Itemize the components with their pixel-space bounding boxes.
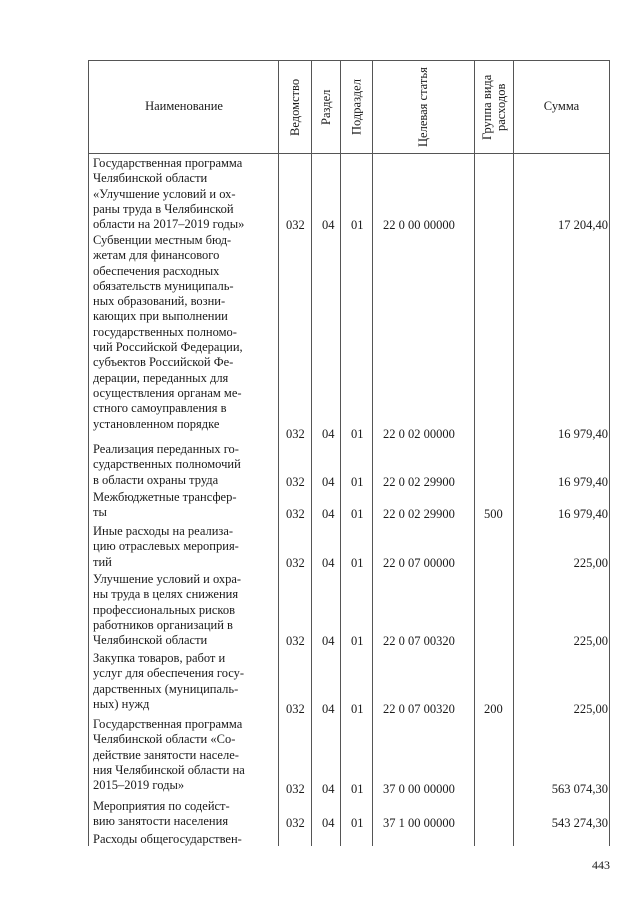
header-podrazdel: Подраздел [349,79,364,135]
col-border-left [88,60,89,846]
row-name-line: вию занятости населения [93,814,229,829]
row-celevaya: 22 0 02 29900 [383,475,455,489]
row-name [93,490,270,521]
header-vedomstvo: Ведомство [288,78,302,136]
row-summa: 225,00 [573,556,608,570]
row-name-line: дарственных (муниципаль- [93,681,239,696]
row-podrazdel: 01 [351,782,364,796]
row-podrazdel: 01 [351,507,364,521]
row-name-line: дерации, переданных для [93,370,229,385]
row-razdel: 04 [322,556,335,570]
row-name-line: цию отраслевых мероприя- [93,539,239,554]
row-summa: 17 204,40 [558,218,608,232]
row-name-line: ния Челябинской области на [93,762,245,777]
row-celevaya: 22 0 02 00000 [383,427,455,441]
row-name-line: сударственных полномочий [93,457,241,472]
row-summa: 16 979,40 [558,507,608,521]
col-border-4 [372,60,373,846]
row-name [93,524,270,570]
row-vedomstvo: 032 [286,475,305,489]
row-name-line: в области охраны труда [93,472,219,487]
col-border-right [609,60,610,846]
table-top-border [88,60,610,61]
row-name-line: субъектов Российской Фе- [93,355,234,370]
row-razdel: 04 [322,702,335,716]
col-border-6 [513,60,514,846]
row-celevaya: 22 0 02 29900 [383,507,455,521]
row-razdel: 04 [322,507,335,521]
row-name-line: Челябинской области [93,633,208,648]
row-celevaya: 22 0 07 00000 [383,556,455,570]
header-bottom-border [88,153,610,154]
row-name-line: жетам для финансового [93,248,220,263]
row-razdel: 04 [322,427,335,441]
row-name-line: Межбюджетные трансфер- [93,490,237,504]
row-name-line: Государственная программа [93,717,243,731]
row-name-line: установленном порядке [93,416,220,431]
header-celevaya: Целевая статья [416,67,430,147]
row-vedomstvo: 032 [286,218,305,232]
row-name-line: ных) нужд [93,696,150,711]
row-name-line: Иные расходы на реализа- [93,524,234,538]
row-name [93,233,270,432]
row-summa: 16 979,40 [558,475,608,489]
row-name-line: ны труда в целях снижения [93,587,239,602]
row-name-line: государственных полномо- [93,324,237,339]
row-name [93,156,270,232]
header-gruppa: Группа вида расходов [480,74,508,140]
row-razdel: 04 [322,475,335,489]
row-name-line: Субвенции местным бюд- [93,233,232,247]
row-summa: 225,00 [573,702,608,716]
row-summa: 225,00 [573,634,608,648]
row-podrazdel: 01 [351,634,364,648]
row-name-line: ных образований, возни- [93,294,226,309]
row-name [93,832,270,847]
row-name-line: услуг для обеспечения госу- [93,666,245,681]
row-podrazdel: 01 [351,427,364,441]
row-podrazdel: 01 [351,218,364,232]
row-name-line: Челябинской области «Со- [93,732,236,747]
header-name: Наименование [145,99,223,113]
row-name-line: «Улучшение условий и ох- [93,186,236,201]
row-celevaya: 37 1 00 00000 [383,816,455,830]
row-name-line: раны труда в Челябинской [93,201,234,216]
col-border-2 [311,60,312,846]
col-border-1 [278,60,279,846]
row-name-line: Закупка товаров, работ и [93,651,226,665]
header-summa: Сумма [543,99,580,113]
row-vedomstvo: 032 [286,702,305,716]
row-name-line: осуществления органам ме- [93,385,242,400]
col-border-3 [340,60,341,846]
row-summa: 16 979,40 [558,427,608,441]
row-name-line: профессиональных рисков [93,602,236,617]
row-name-line: Мероприятия по содейст- [93,799,230,813]
row-name-line: кающих при выполнении [93,309,228,324]
row-vedomstvo: 032 [286,816,305,830]
row-name-line: области на 2017–2019 годы» [93,217,245,232]
row-name-line: чий Российской Федерации, [93,340,243,355]
row-name-line: Реализация переданных го- [93,442,239,456]
row-name-line: обеспечения расходных [93,263,220,278]
row-name-line: ты [93,505,107,520]
row-summa: 543 274,30 [551,816,608,830]
row-razdel: 04 [322,782,335,796]
row-summa: 563 074,30 [551,782,608,796]
row-name [93,799,270,830]
row-razdel: 04 [322,816,335,830]
row-celevaya: 22 0 07 00320 [383,634,455,648]
row-name-line: стного самоуправления в [93,401,227,416]
row-name-line: тий [93,554,112,569]
row-name-line: Государственная программа [93,156,243,170]
row-name-line: обязательств муниципаль- [93,278,234,293]
row-podrazdel: 01 [351,475,364,489]
row-razdel: 04 [322,218,335,232]
page-number: 443 [592,858,610,872]
row-celevaya: 22 0 00 00000 [383,218,455,232]
row-name [93,651,270,712]
row-name [93,572,270,648]
row-gruppa: 500 [484,507,503,521]
row-podrazdel: 01 [351,816,364,830]
row-name-line: Челябинской области [93,171,208,186]
row-vedomstvo: 032 [286,507,305,521]
row-podrazdel: 01 [351,702,364,716]
row-name [93,717,270,793]
row-vedomstvo: 032 [286,556,305,570]
row-gruppa: 200 [484,702,503,716]
row-vedomstvo: 032 [286,782,305,796]
header-razdel: Раздел [319,89,333,125]
row-vedomstvo: 032 [286,427,305,441]
row-name-line: действие занятости населе- [93,747,239,762]
row-celevaya: 22 0 07 00320 [383,702,455,716]
row-razdel: 04 [322,634,335,648]
row-podrazdel: 01 [351,556,364,570]
row-name [93,442,270,488]
row-celevaya: 37 0 00 00000 [383,782,455,796]
row-name-line: Улучшение условий и охра- [93,572,242,586]
row-name-line: 2015–2019 годы» [93,778,185,793]
row-vedomstvo: 032 [286,634,305,648]
col-border-5 [474,60,475,846]
row-name-line: Расходы общегосударствен- [93,832,242,846]
row-name-line: работников организаций в [93,617,233,632]
